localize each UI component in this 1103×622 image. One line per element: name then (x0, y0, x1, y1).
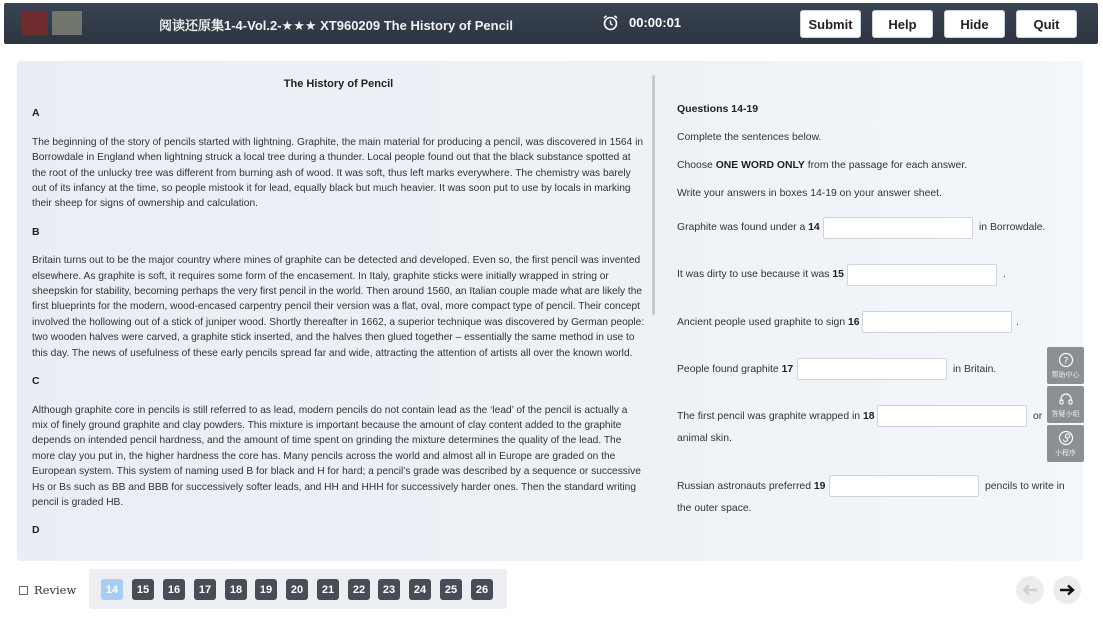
question-nav-18[interactable]: 18 (225, 579, 247, 600)
question-nav-25[interactable]: 25 (440, 579, 462, 600)
mini-program-widget[interactable]: 小程序 (1047, 425, 1084, 462)
svg-text:?: ? (1063, 356, 1068, 366)
top-bar (4, 3, 1098, 44)
arrow-right-icon (1059, 584, 1075, 596)
answer-input-17[interactable] (797, 358, 947, 380)
review-label: Review (34, 583, 77, 597)
alarm-clock-icon (602, 14, 619, 31)
answer-input-14[interactable] (823, 217, 973, 239)
question-nav-22[interactable]: 22 (348, 579, 370, 600)
passage-pane[interactable] (19, 72, 651, 559)
section-label-c: C (32, 375, 40, 388)
logo (22, 11, 104, 35)
section-label-a: A (32, 107, 40, 120)
section-label-d: D (32, 524, 40, 537)
instruction-write: Write your answers in boxes 14-19 on your answer sheet. (677, 188, 942, 199)
review-checkbox[interactable] (19, 586, 28, 595)
question-19-after-line2: the outer space. (677, 503, 752, 514)
instruction-choose: Choose ONE WORD ONLY from the passage for each answer. (677, 160, 968, 171)
question-nav-19[interactable]: 19 (255, 579, 277, 600)
answer-input-16[interactable] (862, 311, 1012, 333)
question-nav-16[interactable]: 16 (163, 579, 185, 600)
timer-value: 00:00:01 (629, 15, 682, 30)
question-18-after-line2: animal skin. (677, 433, 732, 444)
submit-button[interactable]: Submit (800, 10, 861, 38)
paragraph-c: Although graphite core in pencils is still referred to as lead, modern pencils do not contain lead as the ‘lead’ of the pencil is actually a mix of finely ground graphite and clay powders. This mixture is important because the amount of clay content added to the graphite depends on intended pencil hardness, and the amount of time spent on grinding the mixture determines the quality of the lead. The more clay you put in, the higher hardness the core has. Many pencils across the world and almost all in Europe are graded on the European system. This system of naming used B for black and H for hard; a pencil’s grade was described by a sequence or successive Hs or Bs such as BB and BBB for successively softer leads, and HH and HHH for successively harder ones. Then the standard writing pencil is graded HB. (32, 404, 641, 508)
question-15-after: . (1003, 269, 1006, 280)
question-nav-17[interactable]: 17 (194, 579, 216, 600)
question-18-text: The first pencil was graphite wrapped in 18 (677, 411, 875, 422)
pane-scrollbar[interactable] (652, 75, 655, 315)
help-button[interactable]: Help (872, 10, 933, 38)
question-18-after: or (1033, 411, 1043, 422)
answer-input-18[interactable] (877, 405, 1027, 427)
section-label-b: B (32, 225, 40, 238)
question-17-after: in Britain. (953, 364, 997, 375)
question-15-text: It was dirty to use because it was 15 (677, 269, 844, 280)
answer-input-15[interactable] (847, 264, 997, 286)
next-button[interactable] (1053, 576, 1081, 604)
question-nav-14[interactable]: 14 (101, 579, 123, 600)
timer (602, 14, 681, 31)
question-16-after: . (1016, 317, 1019, 328)
arrow-left-icon (1022, 584, 1038, 596)
hide-button[interactable]: Hide (944, 10, 1005, 38)
answer-input-19[interactable] (829, 475, 979, 497)
help-circle-icon (1058, 352, 1074, 368)
question-19-text: Russian astronauts preferred 19 (677, 481, 826, 492)
previous-button[interactable] (1016, 576, 1044, 604)
question-14-text: Graphite was found under a 14 (677, 222, 820, 233)
question-19-after: pencils to write in (985, 481, 1065, 492)
question-17-text: People found graphite 17 (677, 364, 794, 375)
question-nav-20[interactable]: 20 (286, 579, 308, 600)
instruction-complete: Complete the sentences below. (677, 132, 822, 143)
question-nav-15[interactable]: 15 (132, 579, 154, 600)
quit-button[interactable]: Quit (1016, 10, 1077, 38)
question-14-after: in Borrowdale. (979, 222, 1046, 233)
paragraph-b: Britain turns out to be the major country where mines of graphite can be detected and developed. Even so, the first pencil was invented elsewhere. As graphite is soft, it requires some form of the encasement. In Italy, graphite sticks were initially wrapped in string or sheepskin for stability, becoming perhaps the very first pencil in the world. Then around 1560, an Italian couple made what are likely the first blueprints for the modern, wood-encased carpentry pencil their version was a flat, oval, more compact type of pencil. Their concept involved the hollowing out of a stick of juniper wood. Shortly thereafter in 1662, a superior technique was discovered by German people: two wooden halves were carved, a graphite stick inserted, and the halves then glued together – essentially the same method in use to this day. The news of usefulness of these early pencils spread far and wide, attracting the attention of artists all over the known world. (32, 255, 645, 359)
headset-icon (1058, 391, 1074, 407)
paragraph-a: The beginning of the story of pencils started with lightning. Graphite, the main material for producing a pencil, was discovered in 1564 in Borrowdale in England when lightning struck a local tree during a thunder. Local people found out that the black substance spotted at the root of the unlucky tree was different from burning ash of wood. It was soft, thus left marks everywhere. The chemistry was barely out of its infancy at the time, so people mistook it for lead, equally black but much heavier. It was soon put to use by locals in marking their sheep for signs of ownership and calculation. (32, 136, 644, 210)
question-nav-23[interactable]: 23 (378, 579, 400, 600)
passage-title: The History of Pencil (283, 78, 394, 90)
mini-program-icon (1058, 430, 1074, 446)
question-nav-21[interactable]: 21 (317, 579, 339, 600)
question-16-text: Ancient people used graphite to sign 16 (677, 317, 860, 328)
question-nav-26[interactable]: 26 (471, 579, 493, 600)
help-center-widget[interactable]: ? 帮助中心 (1047, 347, 1084, 384)
review-checkbox-group[interactable] (19, 583, 76, 597)
question-nav-24[interactable]: 24 (409, 579, 431, 600)
qa-group-widget[interactable]: 答疑小组 (1047, 386, 1084, 423)
test-title: 阅读还原集1-4-Vol.2-★★★ XT960209 The History of Pencil (159, 18, 514, 33)
questions-title: Questions 14-19 (677, 103, 759, 115)
